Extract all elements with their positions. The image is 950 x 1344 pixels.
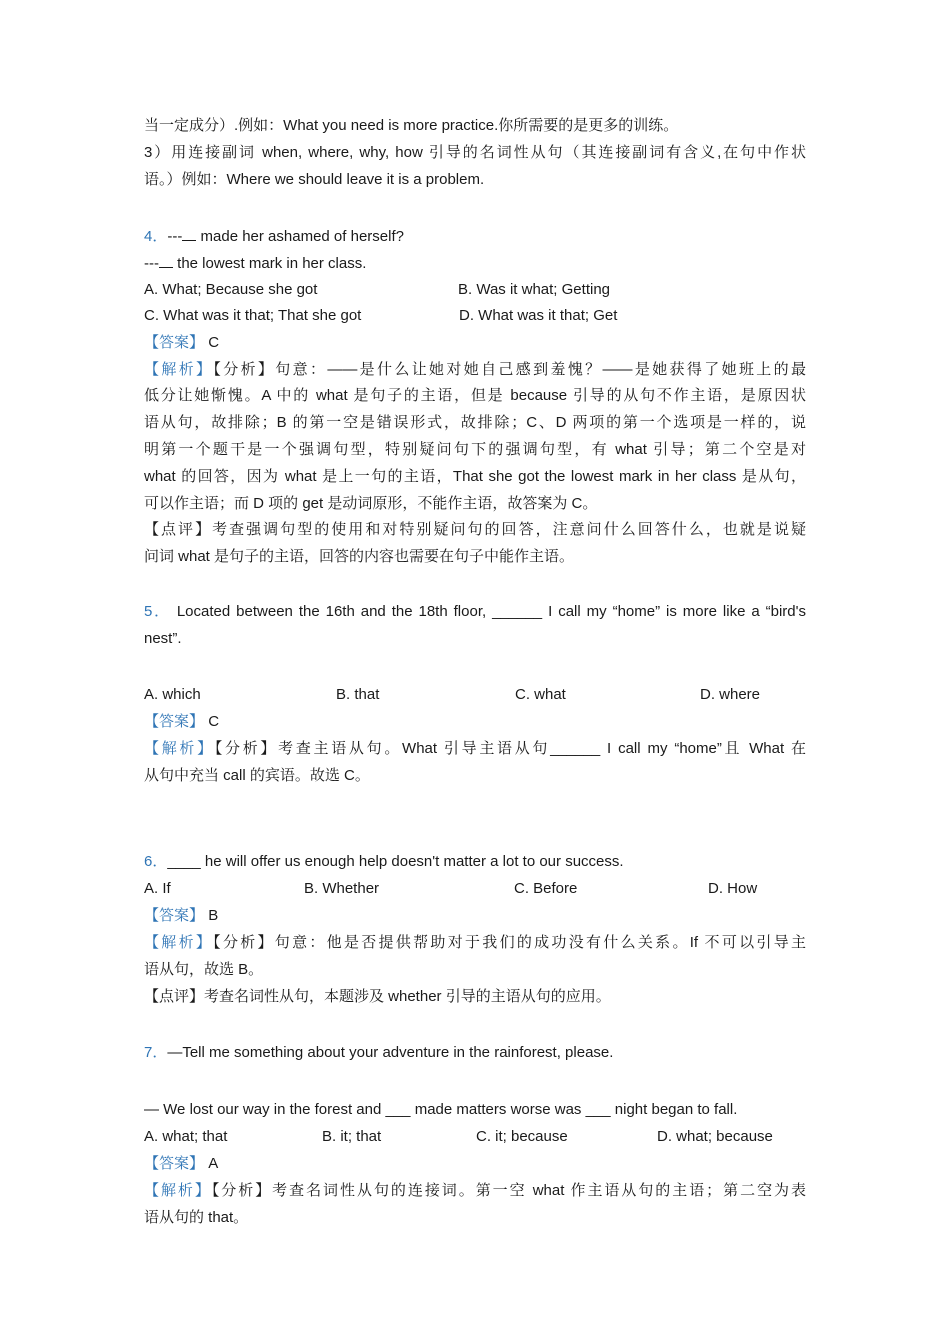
q4-analysis-line-5: what 的回答，因为 what 是上一句的主语，That she got the lowest mark in her class 是从句， <box>144 468 806 485</box>
q4-analysis-line-3: 语从句，故排除；B 的第一空是错误形式，故排除；C、D 两项的第一个选项是一样的，说 <box>144 414 806 431</box>
q6-number: 6． <box>144 853 168 870</box>
q6-option-c: C. Before <box>514 880 578 897</box>
q7-stem-line-1 <box>144 1043 806 1063</box>
q7-analysis-line-1 <box>144 1181 806 1201</box>
q7-stem-text-1: —Tell me something about your adventure in the rainforest, please. <box>167 1044 614 1061</box>
q7-option-d: D. what; because <box>657 1128 773 1145</box>
q4-analysis-tag: 【解析】 <box>144 361 214 378</box>
q4-option-c: C. What was it that; That she got <box>144 307 362 324</box>
q4-option-a: A. What; Because she got <box>144 281 318 298</box>
q4-answer <box>144 333 806 353</box>
q4-analysis-line-1 <box>144 360 806 380</box>
q5-answer-tag: 【答案】 <box>144 713 205 730</box>
q5-option-c: C. what <box>515 686 566 703</box>
q4-comment-line-1: 【点评】考查强调句型的使用和对特别疑问句的回答，注意问什么回答什么，也就是说疑 <box>144 521 806 538</box>
q6-analysis-line-2: 语从句，故选 B。 <box>144 961 264 978</box>
q5-stem-line-2: nest”. <box>144 630 182 647</box>
q6-option-a: A. If <box>144 880 171 897</box>
q4-blank-2 <box>159 253 173 268</box>
q4-stem-line-1 <box>144 226 806 246</box>
q4-stem-line-2 <box>144 253 806 273</box>
q4-analysis-text-1: 【分析】句意：——是什么让她对她自己感到羞愧？——是她获得了她班上的最 <box>213 361 806 378</box>
q4-stem2-pre: --- <box>144 255 159 272</box>
q5-stem-text-1: Located between the 16th and the 18th floor, ______ I call my “home” is more like a “bird's <box>176 603 807 620</box>
q4-analysis-line-4: 明第一个题干是一个强调句型，特别疑问句下的强调句型，有 what 引导；第二个空是对 <box>144 441 806 458</box>
q5-stem-line-1 <box>144 602 806 622</box>
q7-analysis-tag: 【解析】 <box>144 1182 212 1199</box>
q7-analysis-text-1: 【分析】考查名词性从句的连接词。第一空 what 作主语从句的主语；第二空为表 <box>211 1182 806 1199</box>
q6-option-d: D. How <box>708 880 758 897</box>
q6-answer <box>144 906 806 926</box>
q5-analysis-tag: 【解析】 <box>144 740 215 757</box>
q6-answer-value: B <box>208 907 219 924</box>
q5-number: 5． <box>144 603 171 620</box>
q7-stem-line-2: — We lost our way in the forest and ___ made matters worse was ___ night began to fall. <box>144 1101 738 1118</box>
q4-option-b: B. Was it what; Getting <box>458 281 610 298</box>
q7-number: 7． <box>144 1044 168 1061</box>
q4-blank-1 <box>182 226 196 241</box>
q4-number: 4． <box>144 228 168 245</box>
q5-analysis-line-1 <box>144 739 806 759</box>
q7-answer-value: A <box>208 1155 219 1172</box>
q7-option-b: B. it; that <box>322 1128 382 1145</box>
q4-analysis-line-6: 可以作主语；而 D 项的 get 是动词原形，不能作主语，故答案为 C。 <box>144 495 598 512</box>
q5-option-d: D. where <box>700 686 761 703</box>
q7-option-a: A. what; that <box>144 1128 228 1145</box>
q4-answer-value: C <box>208 334 220 351</box>
q5-analysis-line-2: 从句中充当 call 的宾语。故选 C。 <box>144 767 370 784</box>
q4-analysis-line-2: 低分让她惭愧。A 中的 what 是句子的主语，但是 because 引导的从句不作主语，是原因状 <box>144 387 806 404</box>
q6-analysis-text-1: 【分析】句意：他是否提供帮助对于我们的成功没有什么关系。If 不可以引导主 <box>213 934 806 951</box>
q5-answer <box>144 712 806 732</box>
q7-analysis-line-2: 语从句的 that。 <box>144 1209 249 1226</box>
q5-answer-value: C <box>208 713 220 730</box>
q7-answer-tag: 【答案】 <box>144 1155 205 1172</box>
q6-analysis-tag: 【解析】 <box>144 934 214 951</box>
q4-stem2-post: the lowest mark in her class. <box>173 255 367 272</box>
q4-option-d: D. What was it that; Get <box>459 307 618 324</box>
q6-answer-tag: 【答案】 <box>144 907 205 924</box>
q7-answer <box>144 1154 806 1174</box>
q7-option-c: C. it; because <box>476 1128 568 1145</box>
q4-stem1-pre: --- <box>167 228 183 245</box>
q6-stem <box>144 852 806 872</box>
q5-option-a: A. which <box>144 686 201 703</box>
q6-comment: 【点评】考查名词性从句，本题涉及 whether 引导的主语从句的应用。 <box>144 988 611 1005</box>
q5-option-b: B. that <box>336 686 380 703</box>
q4-comment-line-2: 问词 what 是句子的主语，回答的内容也需要在句子中能作主语。 <box>144 548 575 565</box>
q6-analysis-line-1 <box>144 933 806 953</box>
intro-line-2: 3）用连接副词 when, where, why, how 引导的名词性从句（其连接副词有含义,在句中作状 <box>144 144 806 161</box>
q5-analysis-text-1: 【分析】考查主语从句。What 引导主语从句______ I call my “home”且 What 在 <box>214 740 806 757</box>
q4-stem1-post: made her ashamed of herself? <box>196 228 404 245</box>
intro-line-3: 语。）例如：Where we should leave it is a problem. <box>144 171 485 188</box>
q6-stem-text: ____ he will offer us enough help doesn't matter a lot to our success. <box>167 853 624 870</box>
q6-option-b: B. Whether <box>304 880 380 897</box>
intro-line-1: 当一定成分）.例如：What you need is more practice.你所需要的是更多的训练。 <box>144 117 679 134</box>
q4-answer-tag: 【答案】 <box>144 334 205 351</box>
